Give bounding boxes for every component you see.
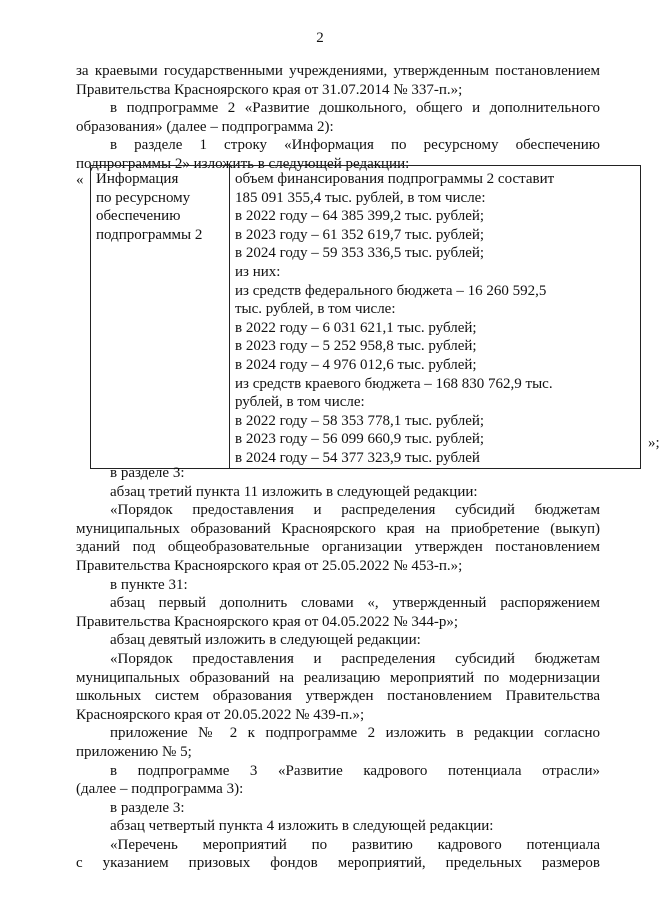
paragraph: [76, 576, 600, 595]
text-line: абзац третий пункта 11 изложить в следующей редакции:: [110, 483, 478, 500]
text-line: в 2024 году – 59 353 336,5 тыс. рублей;: [235, 245, 485, 262]
text-line: в 2022 году – 64 385 399,2 тыс. рублей;: [235, 208, 485, 225]
text-line: из них:: [235, 263, 281, 280]
text-line: тыс. рублей, в том числе:: [235, 301, 396, 318]
text-line: в 2023 году – 61 352 619,7 тыс. рублей;: [235, 226, 485, 243]
text-line: в разделе 3:: [110, 799, 185, 816]
text-line: из средств краевого бюджета – 168 830 762,9 тыс.: [235, 375, 553, 392]
paragraph-continuation: [76, 62, 600, 99]
paragraph-subprogram-3: [76, 762, 600, 799]
close-quote: »;: [648, 435, 660, 451]
body-text-bottom: [76, 464, 600, 873]
text-line: абзац девятый изложить в следующей редакции:: [110, 632, 421, 649]
body-text-top: [76, 62, 600, 174]
text-line: Правительства Красноярского края от 25.05.2022 № 453-п.»;: [76, 557, 463, 574]
table-cell-label: [91, 166, 230, 469]
paragraph-quoted: [76, 650, 600, 724]
text-line: подпрограммы 2: [96, 226, 203, 243]
text-line: в пункте 31:: [110, 576, 188, 593]
paragraph-quoted: [76, 836, 600, 873]
text-line: Правительства Красноярского края от 04.05.2022 № 344-р»;: [76, 613, 458, 630]
paragraph: [76, 631, 600, 650]
paragraph: [76, 464, 600, 483]
table-cell-value: [230, 166, 641, 469]
text-line: (далее – подпрограмма 3):: [76, 781, 244, 798]
text-line: объем финансирования подпрограммы 2 составит: [235, 171, 555, 187]
text-line: Красноярского края от 20.05.2022 № 439-п.»;: [76, 706, 365, 723]
text-line: с указанием призовых фондов мероприятий, предельных размеров: [76, 855, 600, 872]
text-line: в разделе 1 строку «Информация по ресурсному обеспечению: [110, 137, 600, 154]
text-line: 185 091 355,4 тыс. рублей, в том числе:: [235, 189, 486, 206]
open-quote: «: [76, 172, 84, 188]
text-line: из средств федерального бюджета – 16 260 592,5: [235, 282, 547, 299]
table-wrapper: [76, 165, 660, 466]
resource-info-table: [90, 165, 641, 469]
text-line: в подпрограмме 2 «Развитие дошкольного, общего и дополнительного: [110, 100, 600, 117]
paragraph-subprogram-2: [76, 99, 600, 136]
paragraph: [76, 483, 600, 502]
text-line: школьных систем образования утвержден постановлением Правительства: [76, 688, 600, 705]
text-line: Информация: [96, 171, 179, 187]
paragraph: [76, 817, 600, 836]
table-section: [76, 165, 660, 466]
text-line: по ресурсному: [96, 189, 191, 206]
page-number: 2: [316, 30, 324, 46]
text-line: за краевыми государственными учреждениями, утвержденным постановлением: [76, 63, 600, 79]
paragraph: [76, 724, 600, 761]
text-line: зданий под общеобразовательные организации утвержден постановлением: [76, 539, 600, 556]
text-line: в 2022 году – 58 353 778,1 тыс. рублей;: [235, 412, 485, 429]
text-line: в разделе 3:: [110, 465, 185, 481]
paragraph: [76, 594, 600, 631]
text-line: в подпрограмме 3 «Развитие кадрового потенциала отрасли»: [110, 762, 600, 779]
text-line: обеспечению: [96, 208, 181, 225]
text-line: абзац четвертый пункта 4 изложить в следующей редакции:: [110, 818, 494, 835]
text-line: приложению № 5;: [76, 743, 192, 760]
text-line: муниципальных образований Красноярского края на приобретение (выкуп): [76, 520, 600, 537]
paragraph: [76, 799, 600, 818]
text-line: рублей, в том числе:: [235, 394, 365, 411]
text-line: «Порядок предоставления и распределения субсидий бюджетам: [110, 502, 600, 519]
text-line: «Порядок предоставления и распределения субсидий бюджетам: [110, 650, 600, 667]
text-line: «Перечень мероприятий по развитию кадрового потенциала: [110, 836, 600, 853]
text-line: в 2024 году – 4 976 012,6 тыс. рублей;: [235, 356, 477, 373]
text-line: абзац первый дополнить словами «, утвержденный распоряжением: [110, 595, 600, 612]
text-line: в 2024 году – 54 377 323,9 тыс. рублей: [235, 449, 480, 466]
text-line: в 2022 году – 6 031 621,1 тыс. рублей;: [235, 319, 477, 336]
text-line: в 2023 году – 5 252 958,8 тыс. рублей;: [235, 338, 477, 355]
table-row: [91, 166, 641, 469]
text-line: в 2023 году – 56 099 660,9 тыс. рублей;: [235, 431, 485, 448]
paragraph-quoted: [76, 501, 600, 575]
text-line: подпрограммы 2» изложить в следующей редакции:: [76, 155, 410, 172]
text-line: Правительства Красноярского края от 31.07.2014 № 337-п.»;: [76, 81, 463, 98]
text-line: образования» (далее – подпрограмма 2):: [76, 118, 334, 135]
text-line: муниципальных образований на реализацию мероприятий по модернизации: [76, 669, 600, 686]
text-line: приложение № 2 к подпрограмме 2 изложить в редакции согласно: [110, 725, 600, 742]
